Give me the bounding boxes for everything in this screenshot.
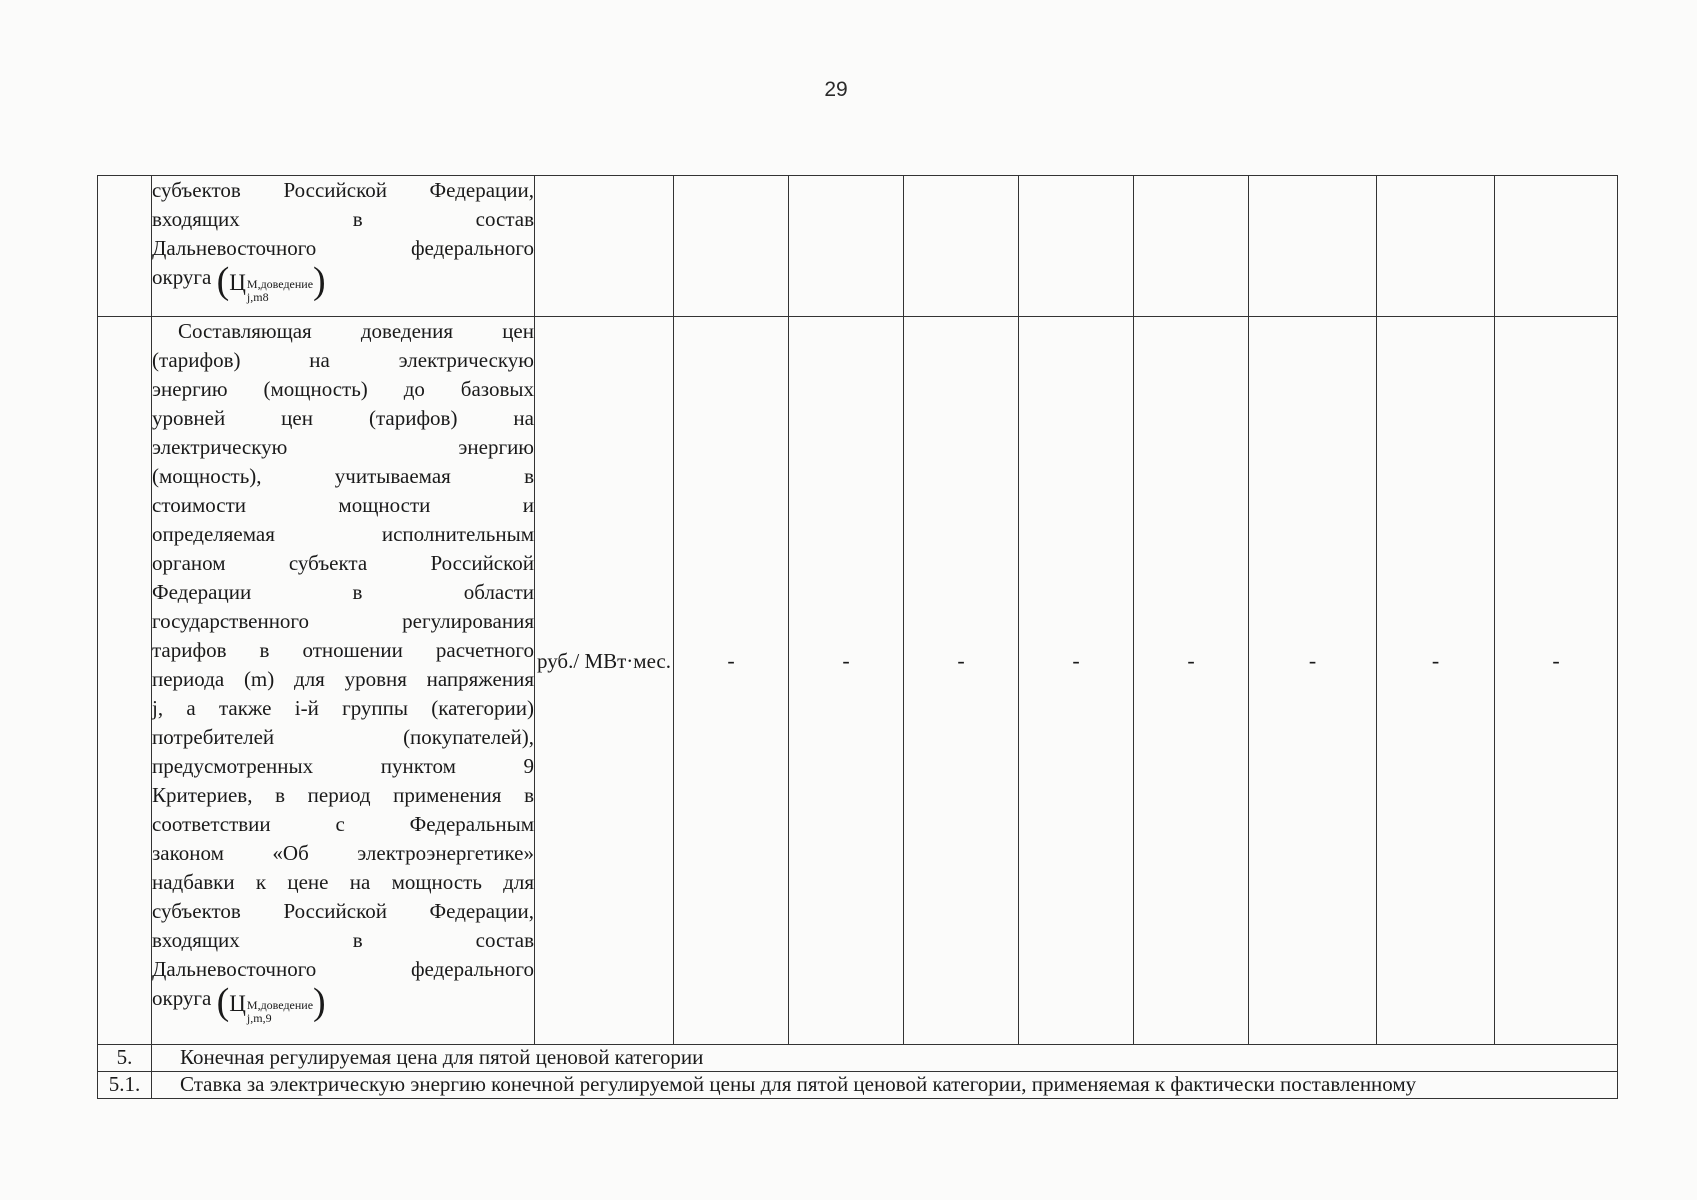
description-line: соответствии с Федеральным	[152, 812, 534, 836]
value-cell	[1249, 176, 1377, 317]
description-line: надбавки к цене на мощность для	[152, 870, 534, 894]
page-number: 29	[824, 78, 848, 101]
description-line: стоимости мощности и	[152, 493, 534, 517]
formula-symbol: (Ц М,доведение j,m,9 )	[216, 981, 326, 1025]
description-line: Федерации в области	[152, 580, 534, 604]
unit-cell: руб./ МВт·мес.	[535, 317, 674, 1045]
value-cell: -	[1377, 317, 1495, 1045]
section-number: 5.	[98, 1045, 152, 1072]
description-line: потребителей (покупателей),	[152, 725, 534, 749]
description-line: Дальневосточного федерального	[152, 236, 534, 260]
description-cell	[152, 176, 535, 317]
unit-cell	[535, 176, 674, 317]
section-row	[98, 1045, 1618, 1072]
value-cell	[674, 176, 789, 317]
value-cell: -	[1134, 317, 1249, 1045]
description-line: Критериев, в период применения в	[152, 783, 534, 807]
value-cell: -	[789, 317, 904, 1045]
value-cell	[789, 176, 904, 317]
description-line: (мощность), учитываемая в	[152, 464, 534, 488]
description-cell	[152, 317, 535, 1045]
description-line: государственного регулирования	[152, 609, 534, 633]
value-cell	[1377, 176, 1495, 317]
section-row	[98, 1072, 1618, 1099]
description-line: электрическую энергию	[152, 435, 534, 459]
description-line: предусмотренных пунктом 9	[152, 754, 534, 778]
description-line: определяемая исполнительным	[152, 522, 534, 546]
description-line-last	[152, 981, 534, 1025]
description-line: субъектов Российской Федерации,	[152, 178, 534, 202]
table-row	[98, 317, 1618, 1045]
description-line: (тарифов) на электрическую	[152, 348, 534, 372]
value-cell	[1495, 176, 1618, 317]
description-line: входящих в состав	[152, 207, 534, 231]
description-line: Составляющая доведения цен	[178, 319, 534, 343]
row-number-cell	[98, 317, 152, 1045]
description-line-last	[152, 260, 534, 304]
description-line: энергию (мощность) до базовых	[152, 377, 534, 401]
value-cell	[904, 176, 1019, 317]
description-line: периода (m) для уровня напряжения	[152, 667, 534, 691]
value-cell: -	[1249, 317, 1377, 1045]
description-line: уровней цен (тарифов) на	[152, 406, 534, 430]
tariff-table	[97, 175, 1618, 1099]
section-number: 5.1.	[98, 1072, 152, 1099]
value-cell	[1134, 176, 1249, 317]
description-word: округа	[152, 265, 212, 289]
formula-symbol: (Ц М,доведение j,m8 )	[216, 260, 326, 304]
description-line: законом «Об электроэнергетике»	[152, 841, 534, 865]
section-title: Ставка за электрическую энергию конечной регулируемой цены для пятой ценовой категории, применяемая к фактически поставленному	[152, 1072, 1618, 1099]
section-title: Конечная регулируемая цена для пятой ценовой категории	[152, 1045, 1618, 1072]
value-cell: -	[1495, 317, 1618, 1045]
description-line: j, а также i-й группы (категории)	[152, 696, 534, 720]
value-cell: -	[904, 317, 1019, 1045]
table-row	[98, 176, 1618, 317]
description-word: округа	[152, 986, 212, 1010]
description-line: субъектов Российской Федерации,	[152, 899, 534, 923]
row-number-cell	[98, 176, 152, 317]
description-line: входящих в состав	[152, 928, 534, 952]
value-cell: -	[674, 317, 789, 1045]
description-line: органом субъекта Российской	[152, 551, 534, 575]
description-line: тарифов в отношении расчетного	[152, 638, 534, 662]
value-cell: -	[1019, 317, 1134, 1045]
description-line: Дальневосточного федерального	[152, 957, 534, 981]
value-cell	[1019, 176, 1134, 317]
